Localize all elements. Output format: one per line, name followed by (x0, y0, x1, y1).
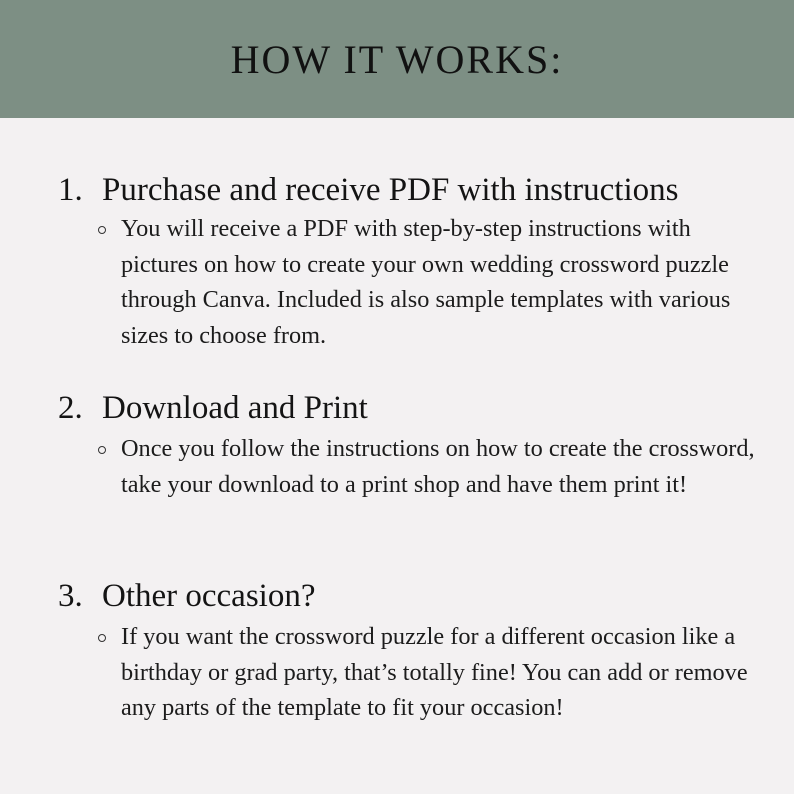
step-description: You will receive a PDF with step-by-step instructions with pictures on how to create your own wedding crossword puzzle through Canva. Included is also sample templates with various sizes to choose from. (121, 215, 731, 349)
step-number: 1. (58, 172, 83, 208)
step-number: 2. (58, 390, 83, 426)
step-heading (58, 580, 316, 613)
step-heading (58, 174, 678, 207)
step-description: If you want the crossword puzzle for a different occasion like a birthday or grad party, that’s totally fine! You can add or remove any parts of the template to fit your occasion! (121, 623, 748, 722)
header-banner (0, 0, 794, 118)
step-title: Download and Print (102, 390, 368, 426)
step-heading (58, 392, 368, 425)
step-title: Other occasion? (102, 578, 316, 614)
step-number: 3. (58, 578, 83, 614)
step-title: Purchase and receive PDF with instructions (102, 172, 679, 208)
hollow-bullet-icon (98, 634, 106, 642)
hollow-bullet-icon (98, 226, 106, 234)
hollow-bullet-icon (98, 446, 106, 454)
page-title: HOW IT WORKS: (230, 37, 564, 82)
step-description: Once you follow the instructions on how to create the crossword, take your download to a print shop and have them print it! (121, 435, 755, 498)
